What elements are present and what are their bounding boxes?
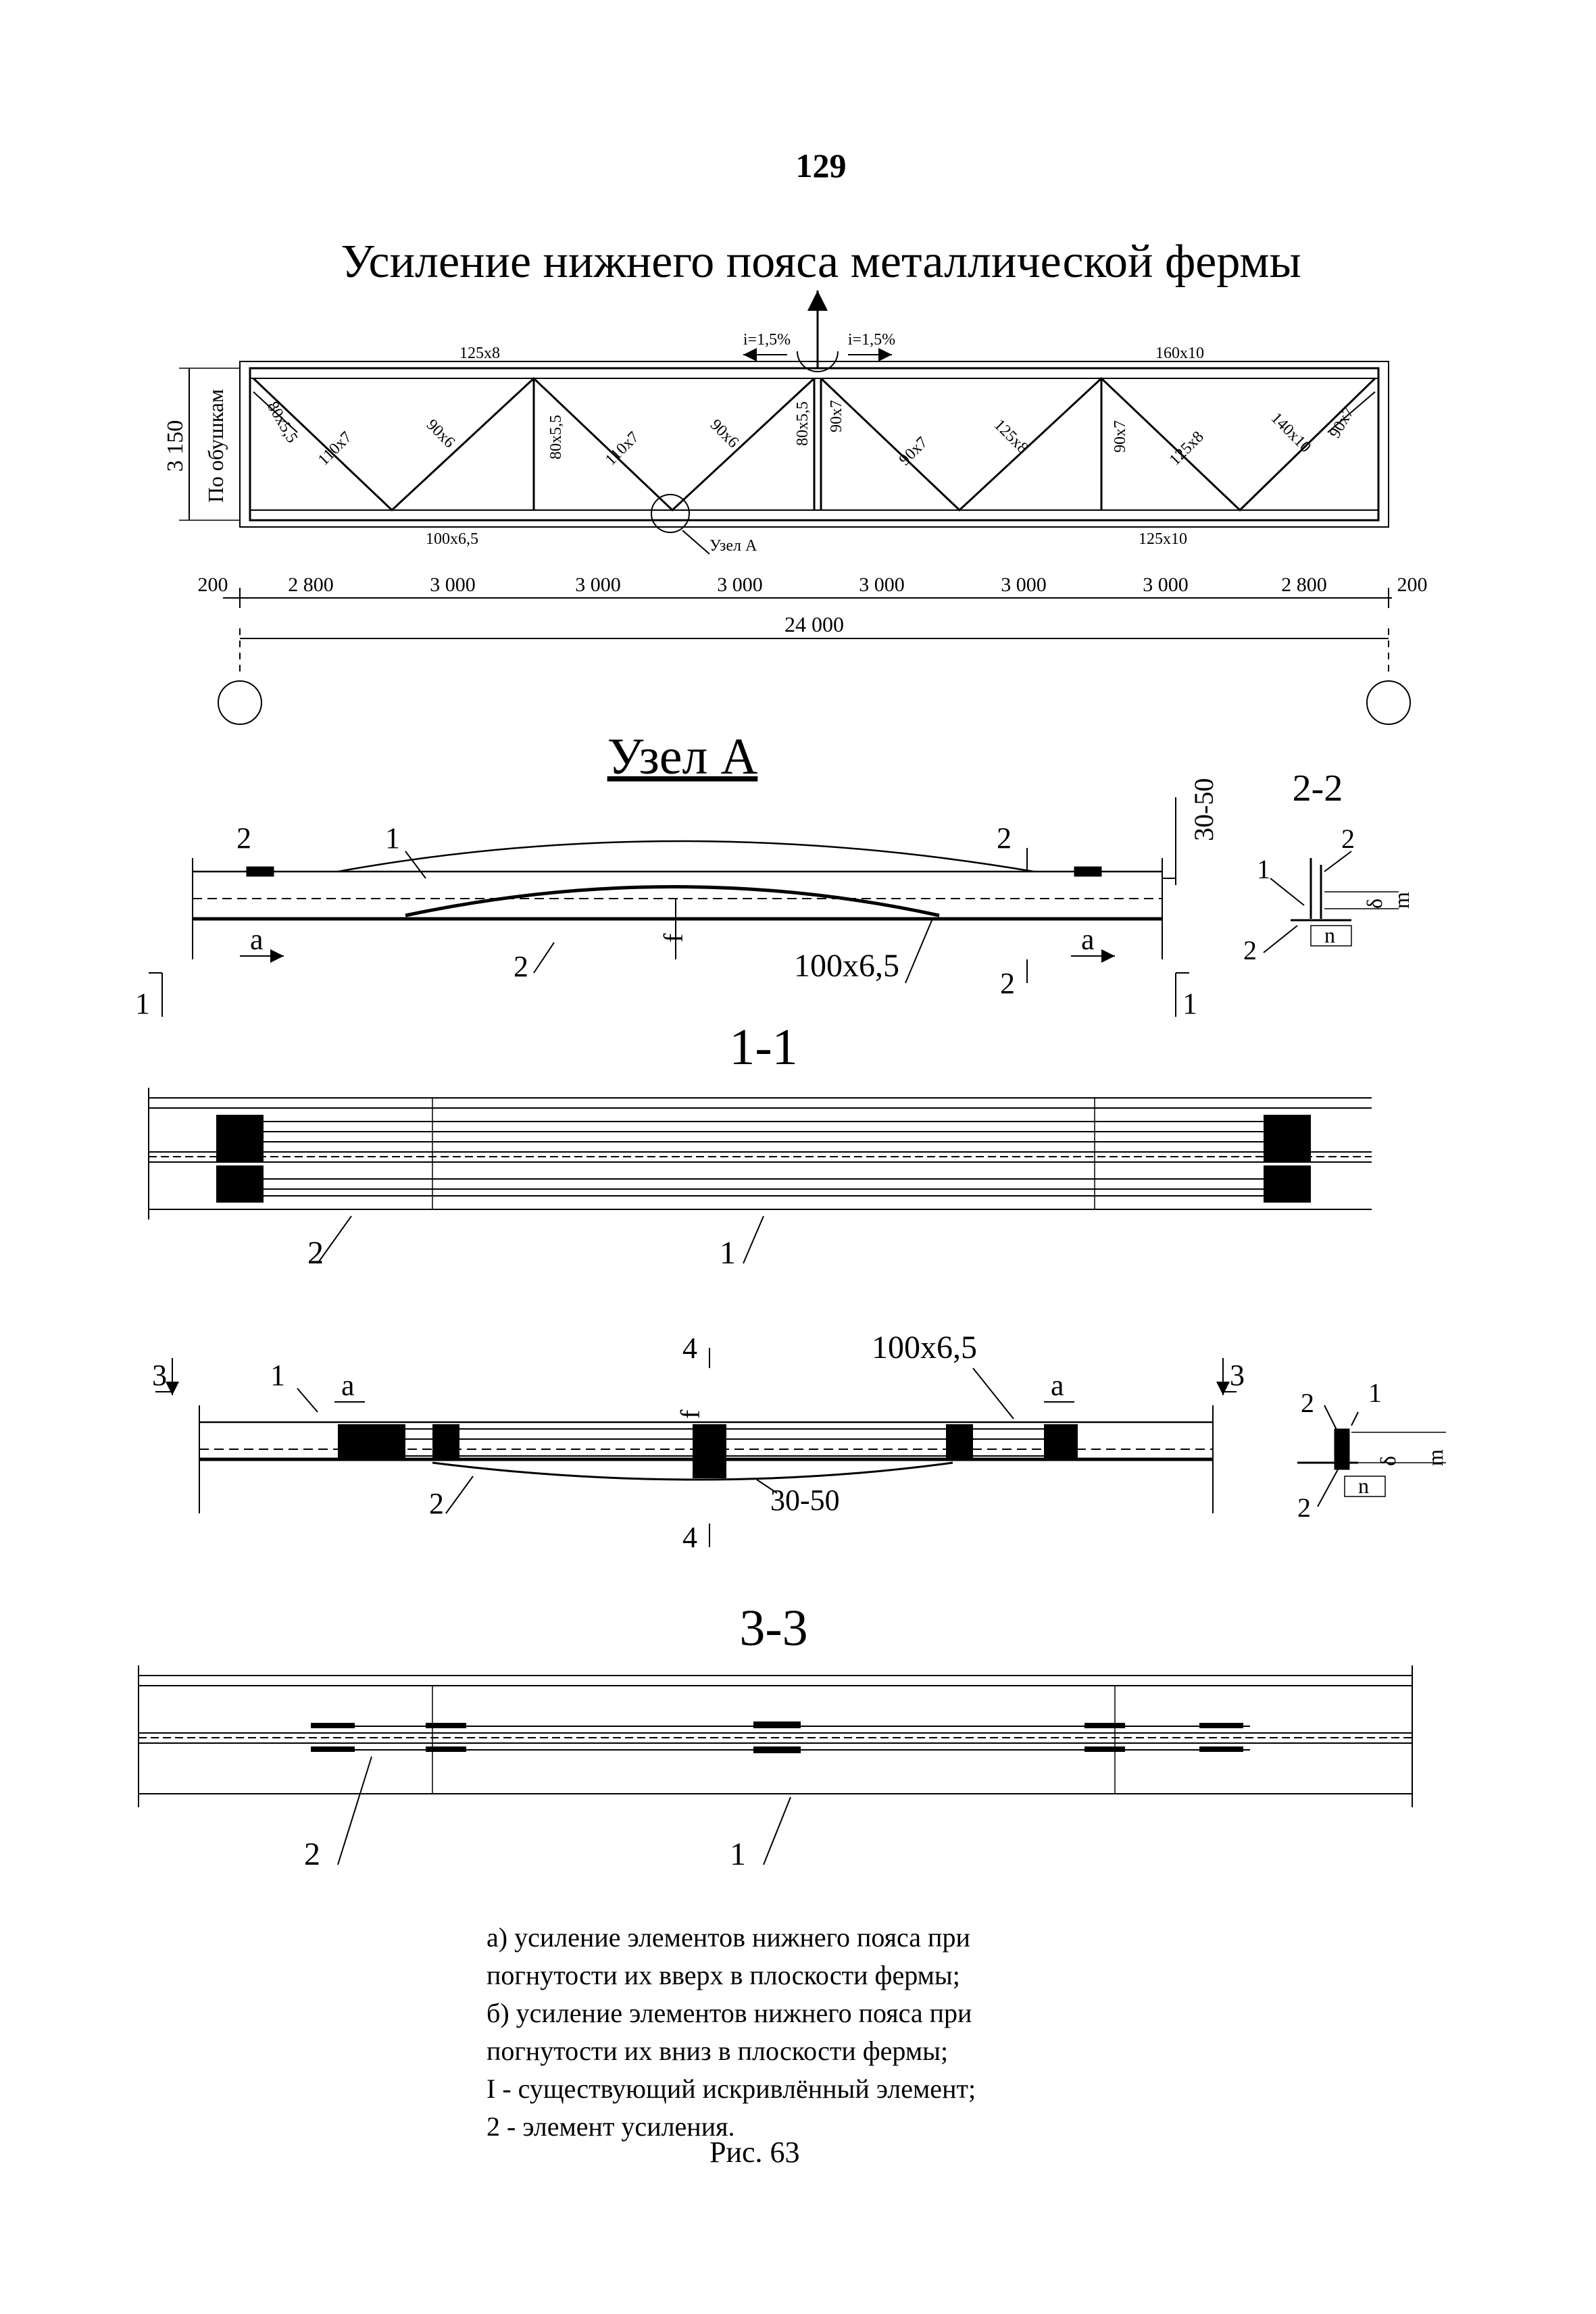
member-label: 140x10 — [1267, 409, 1315, 457]
caption-line: погнутости их вверх в плоскости фермы; — [487, 1960, 960, 1990]
section-3-3-label-1: 1 — [730, 1836, 746, 1872]
caption-line: I - существующий искривлённый элемент; — [487, 2073, 976, 2104]
section-2-2-delta: δ — [1362, 898, 1387, 909]
caption-line: погнутости их вниз в плоскости фермы; — [487, 2036, 949, 2066]
member-label: 90x6 — [706, 416, 743, 452]
node-a-cut-1: 1 — [135, 987, 150, 1020]
section-2-2-labels — [1243, 824, 1414, 965]
caption-line: 2 - элемент усиления. — [487, 2111, 735, 2142]
section-2-2-label-2: 2 — [1341, 824, 1355, 854]
truss-diagram — [179, 291, 1410, 724]
variant-b-cut-4: 4 — [682, 1521, 697, 1554]
member-label: 110x7 — [314, 428, 356, 470]
section-2-2-label-1: 1 — [1257, 854, 1270, 884]
truss-height-note: По обушкам — [203, 388, 228, 503]
node-a-profile: 100x6,5 — [794, 948, 899, 984]
total-span: 24 000 — [784, 612, 844, 636]
variant-b-cut-3: 3 — [1230, 1359, 1245, 1392]
dim-label: 3 000 — [1001, 574, 1047, 596]
node-a-drawing — [149, 797, 1189, 1017]
node-a-cut-2: 2 — [997, 822, 1012, 855]
node-a-label-a: a — [250, 923, 264, 956]
section-4-4-label-1: 1 — [1368, 1378, 1382, 1408]
member-label: 90x7 — [1112, 420, 1129, 453]
member-label: 90x7 — [828, 400, 845, 432]
section-3-3-label-2: 2 — [304, 1836, 320, 1872]
top-chord-left: 125x8 — [459, 345, 500, 362]
caption — [487, 1919, 1162, 2146]
variant-b-profile: 100x6,5 — [872, 1330, 977, 1365]
variant-b-cut-3: 3 — [152, 1359, 167, 1392]
slope-left: i=1,5% — [743, 331, 791, 349]
variant-b-label-a: a — [1051, 1369, 1064, 1402]
top-chord-right: 160x10 — [1155, 345, 1204, 362]
dim-label: 2 800 — [1281, 574, 1327, 596]
bottom-chord-left: 100x6,5 — [426, 530, 478, 548]
section-3-3-labels — [304, 1836, 746, 1872]
node-a-title: Узел А — [607, 728, 758, 785]
section-4-4-labels — [1297, 1378, 1447, 1523]
section-4-4-label-2: 2 — [1301, 1388, 1314, 1418]
caption-line: б) усиление элементов нижнего пояса при — [487, 1998, 972, 2028]
variant-b-label-1: 1 — [270, 1359, 285, 1392]
member-label: 125x8 — [990, 416, 1032, 457]
section-1-1-label-2: 2 — [307, 1235, 324, 1271]
member-label: 90x6 — [422, 416, 459, 452]
page-number: 129 — [795, 147, 847, 184]
section-3-3-drawing — [139, 1665, 1412, 1865]
dim-label: 2 800 — [288, 574, 334, 596]
caption-line: а) усиление элементов нижнего пояса при — [487, 1922, 970, 1953]
node-a-cut-1: 1 — [1182, 987, 1197, 1020]
node-a-label-1: 1 — [385, 822, 400, 855]
node-a-label-f: f — [658, 933, 689, 942]
member-label: 80x5,5 — [794, 401, 812, 446]
dim-label: 200 — [1397, 574, 1428, 596]
truss-height: 3 150 — [163, 420, 188, 472]
dim-label: 3 000 — [1143, 574, 1189, 596]
section-1-1-labels — [307, 1235, 736, 1271]
variant-b-welds — [338, 1424, 1078, 1478]
section-4-4-m: m — [1423, 1449, 1447, 1466]
section-4-4-delta: δ — [1376, 1455, 1400, 1466]
variant-b-cut-4: 4 — [682, 1332, 697, 1365]
node-a-cut-2: 2 — [1000, 967, 1015, 1000]
variant-b-gap: 30-50 — [770, 1484, 840, 1517]
dim-label: 200 — [197, 574, 228, 596]
dim-label: 3 000 — [717, 574, 763, 596]
member-label: 80x5,5 — [547, 415, 565, 459]
section-2-2-m: m — [1389, 892, 1414, 909]
section-2-2-label-2: 2 — [1243, 935, 1257, 965]
section-2-2-n: n — [1324, 923, 1335, 947]
node-a-label-2: 2 — [236, 822, 251, 855]
node-a-callout: Узел А — [709, 537, 757, 555]
figure-label: Рис. 63 — [709, 2136, 800, 2169]
node-a-label-2: 2 — [514, 950, 528, 983]
bottom-chord-right: 125x10 — [1139, 530, 1187, 548]
member-label: 125x8 — [1166, 428, 1207, 470]
dim-label: 3 000 — [575, 574, 621, 596]
section-1-1-drawing — [149, 1088, 1372, 1263]
section-2-2-title: 2-2 — [1292, 768, 1343, 809]
section-1-1-title: 1-1 — [729, 1019, 798, 1076]
section-1-1-label-1: 1 — [720, 1235, 736, 1271]
node-a-gap: 30-50 — [1189, 778, 1219, 841]
member-label: 80x5,5 — [263, 399, 301, 447]
slope-right: i=1,5% — [847, 331, 896, 349]
section-4-4-n: n — [1358, 1474, 1369, 1498]
dim-label: 3 000 — [859, 574, 905, 596]
page-title: Усиление нижнего пояса металлической фермы — [341, 236, 1301, 288]
section-3-3-title: 3-3 — [739, 1600, 808, 1657]
member-label: 90x7 — [895, 433, 932, 470]
variant-b-label-a: a — [341, 1369, 355, 1402]
member-label: 90x7 — [1326, 404, 1358, 441]
node-a-label-a: a — [1081, 923, 1095, 956]
section-4-4-label-2: 2 — [1297, 1492, 1311, 1523]
member-label: 110x7 — [601, 428, 643, 470]
truss-labels — [163, 331, 1428, 636]
variant-b-label-2: 2 — [429, 1487, 444, 1520]
dim-label: 3 000 — [430, 574, 476, 596]
variant-b-label-f: f — [675, 1409, 705, 1419]
